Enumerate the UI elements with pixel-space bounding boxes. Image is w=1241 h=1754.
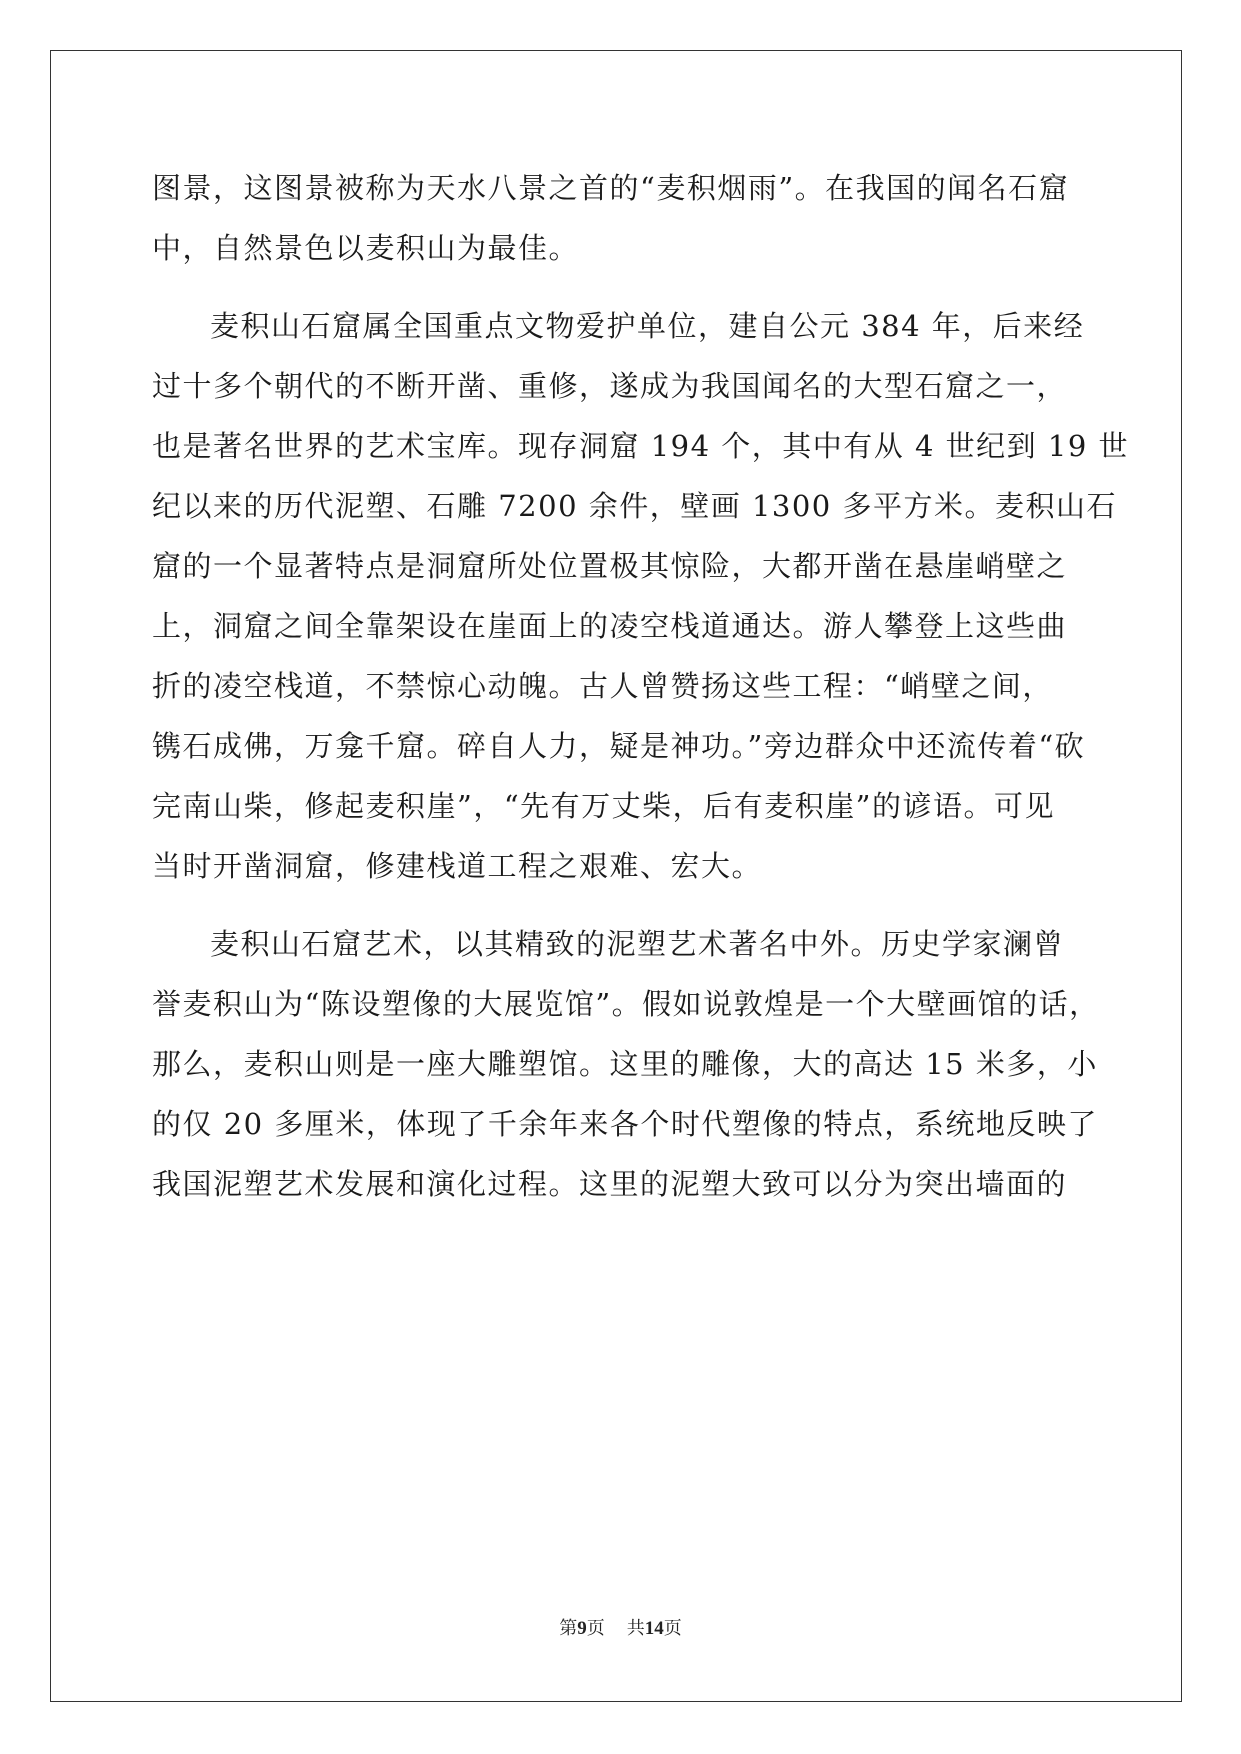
text-line: 的仅 20 多厘米，体现了千余年来各个时代塑像的特点，系统地反映了 (152, 1107, 1098, 1141)
page-mid: 页 (586, 1618, 605, 1639)
paragraph-gap (152, 896, 1082, 914)
page-prefix: 第 (559, 1618, 578, 1639)
text-line: 纪以来的历代泥塑、石雕 7200 余件，壁画 1300 多平方米。麦积山石 (152, 489, 1117, 523)
text-line: 誉麦积山为“陈设塑像的大展览馆”。假如说敦煌是一个大壁画馆的话， (152, 987, 1100, 1021)
page-total: 14 (644, 1618, 664, 1639)
paragraph-first-line: 麦积山石窟属全国重点文物爱护单位，建自公元 384 年，后来经 (210, 309, 1085, 343)
text-line: 当时开凿洞窟，修建栈道工程之艰难、宏大。 (152, 849, 763, 883)
text-line: 那么，麦积山则是一座大雕塑馆。这里的雕像，大的高达 15 米多，小 (152, 1047, 1098, 1081)
text-line: 也是著名世界的艺术宝库。现存洞窟 194 个，其中有从 4 世纪到 19 世 (152, 429, 1130, 463)
total-suffix: 页 (663, 1618, 682, 1639)
text-line: 过十多个朝代的不断开凿、重修，遂成为我国闻名的大型石窟之一， (152, 369, 1068, 403)
page-footer (0, 1614, 1241, 1640)
total-prefix: 共 (626, 1618, 645, 1639)
text-line: 上，洞窟之间全靠架设在崖面上的凌空栈道通达。游人攀登上这些曲 (152, 609, 1068, 643)
page-current: 9 (577, 1618, 587, 1639)
paragraph-gap (152, 278, 1082, 296)
text-line: 镌石成佛，万龛千窟。碎自人力，疑是神功。”旁边群众中还流传着“砍 (152, 729, 1086, 763)
text-line: 完南山柴，修起麦积崖”，“先有万丈柴，后有麦积崖”的谚语。可见 (152, 789, 1055, 823)
text-line: 折的凌空栈道，不禁惊心动魄。古人曾赞扬这些工程：“峭壁之间， (152, 669, 1053, 703)
document-body (152, 158, 1130, 1214)
text-line: 我国泥塑艺术发展和演化过程。这里的泥塑大致可以分为突出墙面的 (152, 1167, 1068, 1201)
text-line: 图景，这图景被称为天水八景之首的“麦积烟雨”。在我国的闻名石窟 (152, 171, 1070, 205)
text-line: 窟的一个显著特点是洞窟所处位置极其惊险，大都开凿在悬崖峭壁之 (152, 549, 1068, 583)
paragraph-first-line: 麦积山石窟艺术，以其精致的泥塑艺术著名中外。历史学家澜曾 (210, 927, 1065, 961)
text-line: 中，自然景色以麦积山为最佳。 (152, 231, 580, 265)
